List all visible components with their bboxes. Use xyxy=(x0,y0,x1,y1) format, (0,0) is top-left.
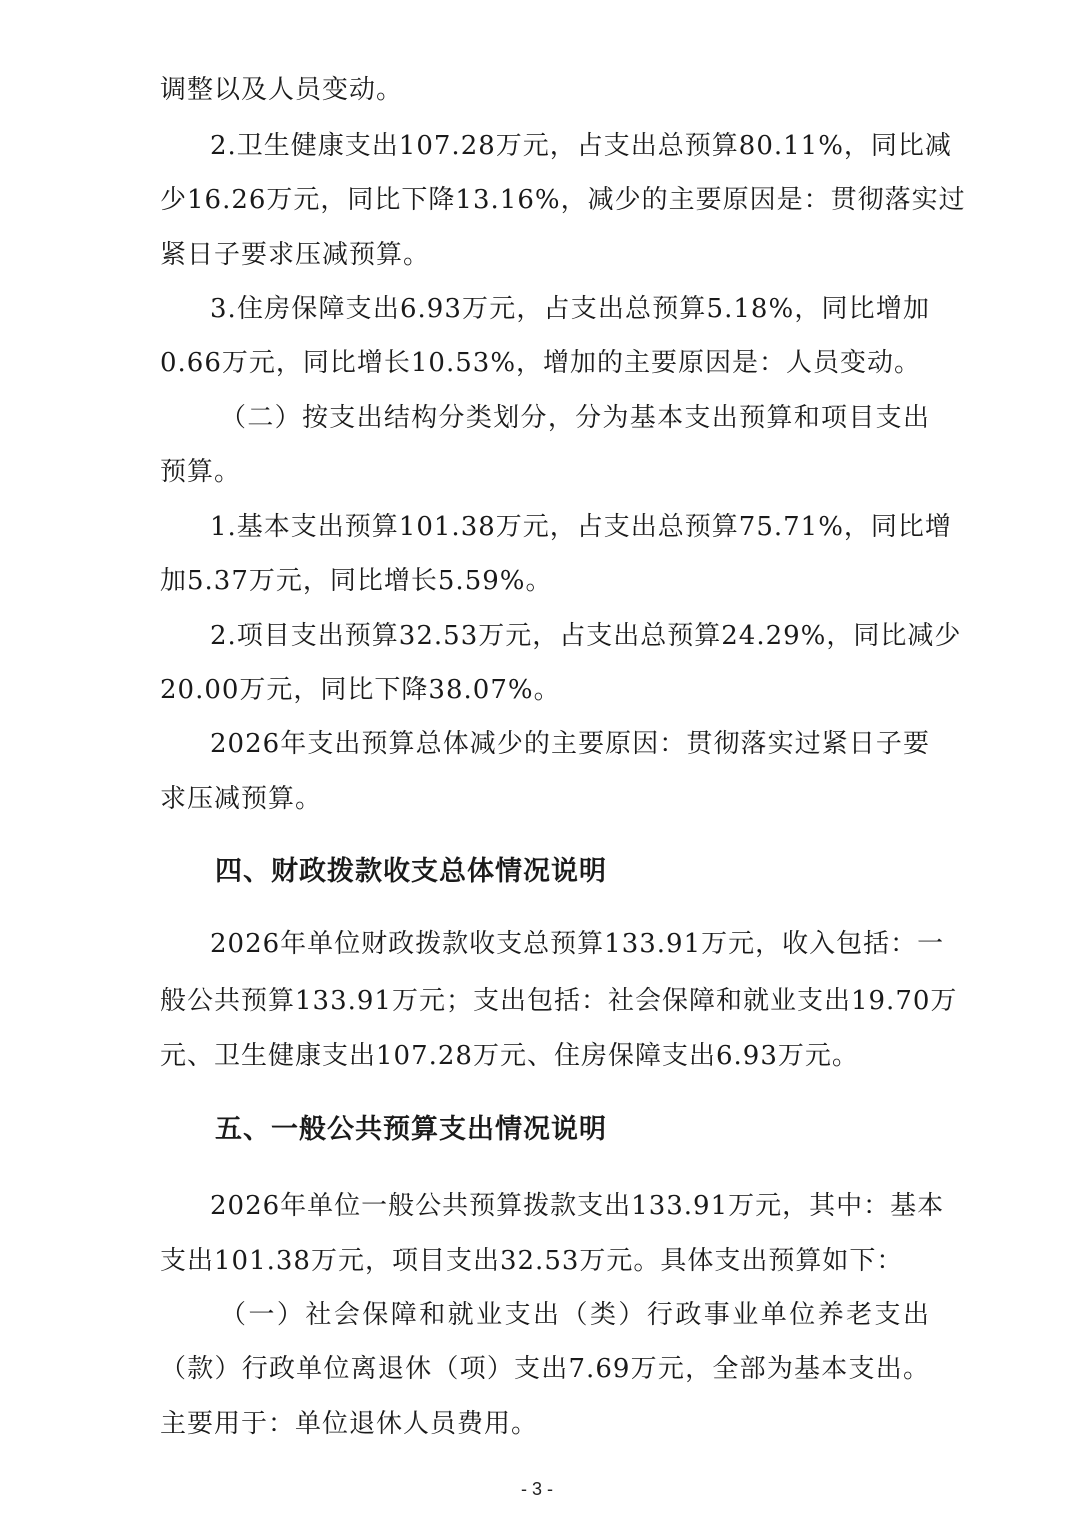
paragraph-line: 般公共预算133.91万元；支出包括：社会保障和就业支出19.70万 xyxy=(160,986,958,1016)
paragraph-line: 紧日子要求压减预算。 xyxy=(160,240,431,270)
page-number: - 3 - xyxy=(520,1479,553,1499)
paragraph-line: 2.项目支出预算32.53万元，占支出总预算24.29%，同比减少 xyxy=(210,621,962,651)
paragraph-line: 2026年单位一般公共预算拨款支出133.91万元，其中：基本 xyxy=(210,1191,945,1221)
paragraph-line: （一）社会保障和就业支出（类）行政事业单位养老支出 xyxy=(220,1300,930,1330)
paragraph-line: （款）行政单位离退休（项）支出7.69万元，全部为基本支出。 xyxy=(160,1354,930,1384)
paragraph-line: 主要用于：单位退休人员费用。 xyxy=(160,1409,539,1439)
paragraph-line: 元、卫生健康支出107.28万元、住房保障支出6.93万元。 xyxy=(160,1041,859,1071)
paragraph-line: 求压减预算。 xyxy=(160,784,323,814)
paragraph-line: 1.基本支出预算101.38万元，占支出总预算75.71%，同比增 xyxy=(210,512,952,542)
section-heading: 五、一般公共预算支出情况说明 xyxy=(215,1114,607,1145)
paragraph-line: （二）按支出结构分类划分，分为基本支出预算和项目支出 xyxy=(220,403,930,433)
paragraph-line: 0.66万元，同比增长10.53%，增加的主要原因是：人员变动。 xyxy=(160,348,922,378)
paragraph-line: 支出101.38万元，项目支出32.53万元。具体支出预算如下： xyxy=(160,1246,904,1276)
paragraph-line: 20.00万元，同比下降38.07%。 xyxy=(160,675,561,705)
paragraph-line: 2.卫生健康支出107.28万元，占支出总预算80.11%，同比减 xyxy=(210,131,952,161)
paragraph-line: 2026年单位财政拨款收支总预算133.91万元，收入包括：一 xyxy=(210,929,945,959)
section-heading: 四、财政拨款收支总体情况说明 xyxy=(215,856,607,887)
paragraph-line: 3.住房保障支出6.93万元，占支出总预算5.18%，同比增加 xyxy=(210,294,930,324)
paragraph-line: 2026年支出预算总体减少的主要原因：贯彻落实过紧日子要 xyxy=(210,729,930,759)
paragraph-line: 调整以及人员变动。 xyxy=(160,75,404,105)
paragraph-line: 少16.26万元，同比下降13.16%，减少的主要原因是：贯彻落实过 xyxy=(160,185,966,215)
paragraph-line: 加5.37万元，同比增长5.59%。 xyxy=(160,566,553,596)
paragraph-line: 预算。 xyxy=(160,457,242,487)
